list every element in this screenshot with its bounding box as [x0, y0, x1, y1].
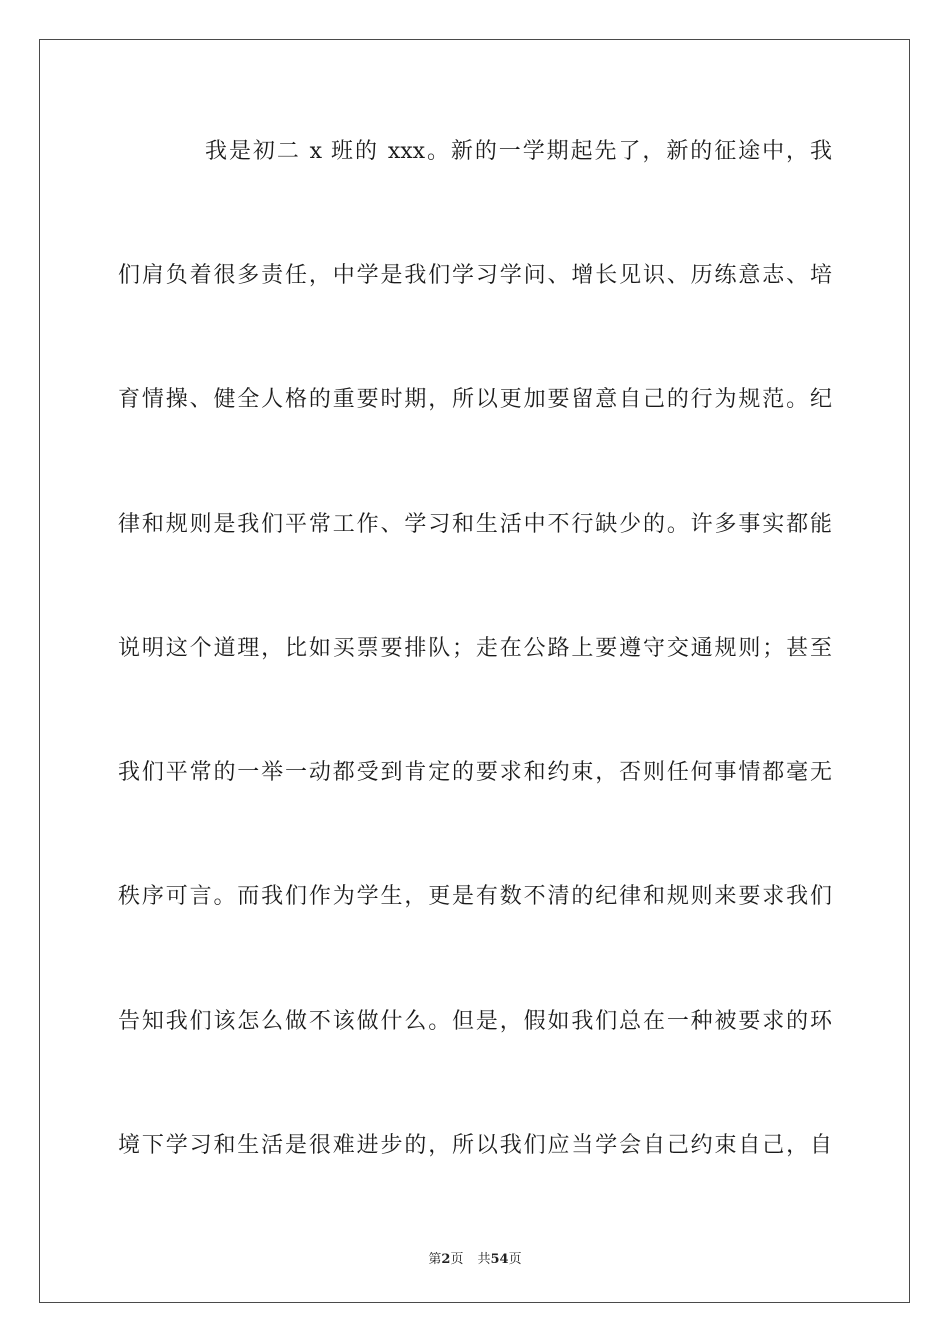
- page-border: [39, 39, 910, 1303]
- total-label-prefix: 共: [477, 1252, 491, 1267]
- total-pages: 54: [490, 1252, 509, 1267]
- page-number: 2: [441, 1252, 451, 1267]
- paragraph-line: 境下学习和生活是很难进步的，所以我们应当学会自己约束自己，自: [118, 1133, 832, 1158]
- page-label-suffix: 页: [450, 1252, 464, 1267]
- paragraph-line: 我是初二 x 班的 xxx。新的一学期起先了，新的征途中，我: [205, 139, 832, 164]
- paragraph-line: 们肩负着很多责任，中学是我们学习学问、增长见识、历练意志、培: [118, 263, 832, 288]
- paragraph-line: 告知我们该怎么做不该做什么。但是，假如我们总在一种被要求的环: [118, 1009, 832, 1034]
- total-label-suffix: 页: [508, 1252, 522, 1267]
- paragraph-line: 律和规则是我们平常工作、学习和生活中不行缺少的。许多事实都能: [118, 512, 832, 537]
- page-label-prefix: 第: [428, 1252, 442, 1267]
- paragraph-line: 我们平常的一举一动都受到肯定的要求和约束，否则任何事情都毫无: [118, 760, 832, 785]
- paragraph-line: 育情操、健全人格的重要时期，所以更加要留意自己的行为规范。纪: [118, 387, 832, 412]
- page-footer: [0, 1248, 950, 1267]
- paragraph-line: 秩序可言。而我们作为学生，更是有数不清的纪律和规则来要求我们: [118, 884, 832, 909]
- paragraph-line: 说明这个道理，比如买票要排队；走在公路上要遵守交通规则；甚至: [118, 636, 832, 661]
